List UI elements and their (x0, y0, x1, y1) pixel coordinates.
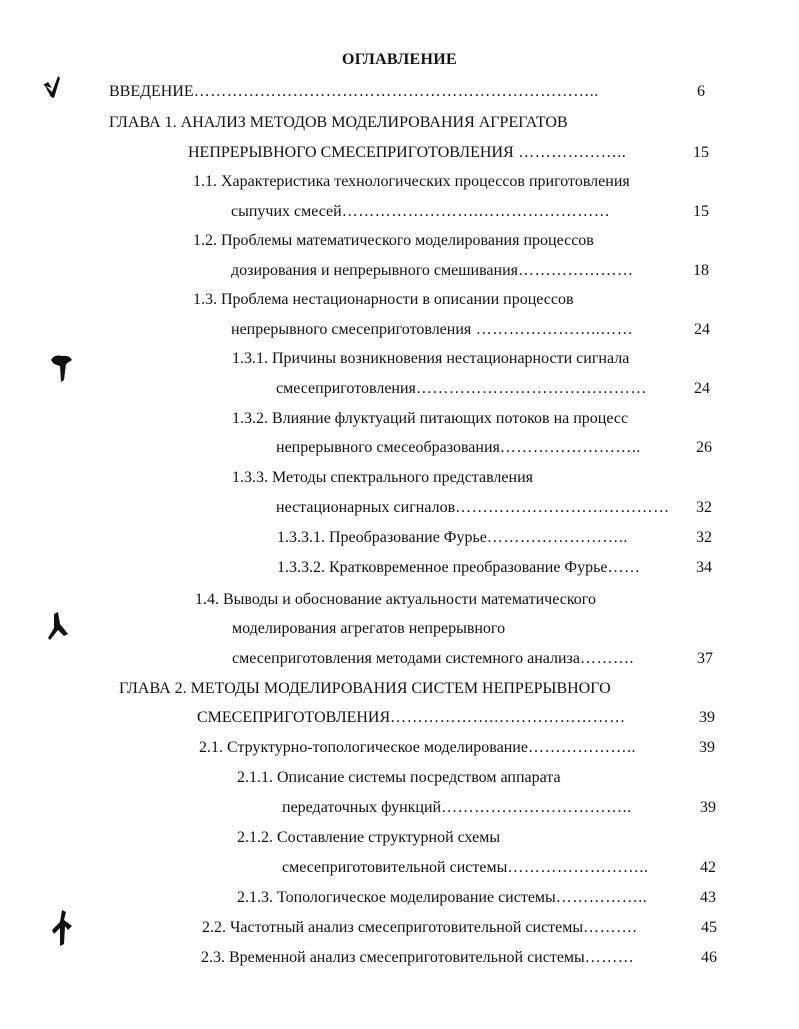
toc-entry-text: 2.1.3. Топологическое моделирование системы (237, 889, 556, 906)
toc-entry-2-2 (202, 917, 690, 939)
toc-entry-text: дозирования и непрерывного смешивания (231, 262, 519, 279)
toc-entry-text: 1.2. Проблемы математического моделирования процессов (193, 232, 594, 249)
toc-entry-text: непрерывного смесеприготовления (231, 321, 472, 338)
toc-entry-1-1-cont (231, 201, 678, 223)
toc-entry-text: моделирования агрегатов непрерывного (232, 620, 506, 637)
toc-entry-text: сыпучих смесей (231, 203, 342, 220)
toc-entry-1-1 (193, 171, 713, 193)
toc-entry-leader: …………………….. (507, 859, 649, 876)
toc-entry-2-1-2 (237, 827, 717, 849)
toc-entry-1-4 (195, 589, 715, 611)
margin-ink-mark-icon (44, 610, 72, 644)
toc-entry-leader: …………………….. (486, 529, 628, 546)
toc-page-number: 15 (693, 203, 709, 220)
toc-page-number: 42 (700, 859, 716, 876)
toc-page-number: 24 (694, 380, 710, 397)
toc-page-number: 18 (693, 262, 709, 279)
toc-page-number: 15 (693, 144, 709, 161)
toc-entry-text: смесеприготовительной системы (282, 859, 508, 876)
toc-page-number: 39 (699, 709, 715, 726)
toc-page-number: 26 (696, 439, 712, 456)
toc-entry-chapter-2 (119, 678, 719, 700)
toc-entry-text: 1.4. Выводы и обоснование актуальности математического (195, 591, 596, 608)
toc-page-number: 6 (697, 83, 705, 100)
toc-page-number: 45 (701, 919, 717, 936)
toc-entry-text: 2.1. Структурно-топологическое моделирование (199, 739, 528, 756)
toc-entry-text: 1.3. Проблема нестационарности в описании процессов (193, 291, 574, 308)
toc-entry-text: 1.3.3.2. Кратковременное преобразование Фурье (277, 559, 608, 576)
toc-entry-text: 2.1.1. Описание системы посредством аппарата (237, 769, 561, 786)
toc-entry-1-3-2-cont (276, 437, 683, 459)
toc-entry-chapter-2-cont (197, 707, 686, 729)
toc-entry-1-3 (193, 289, 713, 311)
toc-entry-2-1-1 (237, 767, 717, 789)
toc-page-number: 34 (696, 559, 712, 576)
toc-entry-leader: ……………….. (513, 144, 627, 161)
toc-entry-leader: ……………….…………………… (390, 709, 626, 726)
toc-entry-leader: …………………………….. (441, 799, 632, 816)
toc-entry-1-3-3-2 (277, 557, 684, 579)
toc-entry-2-1-3 (237, 887, 688, 909)
toc-entry-text: 1.3.2. Влияние флуктуаций питающих потоков на процесс (232, 410, 629, 427)
margin-ink-mark-icon (48, 352, 76, 384)
toc-entry-leader: …………………..…… (471, 321, 634, 338)
toc-entry-chapter-1 (109, 112, 709, 134)
toc-entry-1-3-3-cont (276, 497, 683, 519)
toc-entry-text: ГЛАВА 2. МЕТОДЫ МОДЕЛИРОВАНИЯ СИСТЕМ НЕПРЕРЫВНОГО (119, 680, 611, 697)
toc-entry-text: нестационарных сигналов (276, 499, 456, 516)
toc-entry-leader: ………………… (518, 262, 634, 279)
toc-entry-leader: …………….. (555, 889, 648, 906)
toc-page-number: 46 (701, 949, 717, 966)
margin-ink-mark-icon (50, 908, 76, 948)
toc-entry-1-4-cont-2 (232, 648, 686, 670)
toc-entry-1-3-1-cont (276, 378, 678, 400)
toc-entry-text: смесеприготовления методами системного анализа (232, 650, 580, 667)
toc-entry-text: 2.2. Частотный анализ смесеприготовительной системы (202, 919, 584, 936)
toc-entry-leader: ………. (583, 919, 638, 936)
toc-entry-2-3 (201, 947, 689, 969)
toc-entry-2-1-2-cont (282, 857, 688, 879)
margin-checkmark-icon (40, 70, 70, 104)
toc-page-number: 43 (700, 889, 716, 906)
toc-entry-leader: ……… (584, 949, 635, 966)
toc-entry-1-3-3 (232, 467, 712, 489)
toc-page-number: 39 (700, 799, 716, 816)
toc-entry-text: ГЛАВА 1. АНАЛИЗ МЕТОДОВ МОДЕЛИРОВАНИЯ АГРЕГАТОВ (109, 114, 568, 131)
toc-page-number: 37 (697, 650, 713, 667)
toc-page-number: 39 (699, 739, 715, 756)
toc-page-number: 24 (694, 321, 710, 338)
toc-entry-text: непрерывного смесеобразования (276, 439, 500, 456)
toc-entry-text: 1.3.3. Методы спектрального представления (232, 469, 533, 486)
toc-entry-1-3-3-1 (277, 527, 684, 549)
toc-entry-text: передаточных функций (282, 799, 442, 816)
toc-entry-leader: …… (607, 559, 641, 576)
toc-entry-1-3-cont (231, 319, 678, 341)
toc-entry-1-2-cont (231, 260, 678, 282)
toc-entry-leader: ……………………………………………………………….. (193, 83, 599, 100)
toc-entry-1-3-2 (232, 408, 712, 430)
toc-entry-leader: ………………………………… (455, 499, 670, 516)
toc-entry-leader: ………. (579, 650, 634, 667)
toc-entry-chapter-1-cont (188, 142, 682, 164)
toc-page-number: 32 (696, 499, 712, 516)
toc-entry-text: СМЕСЕПРИГОТОВЛЕНИЯ (197, 709, 391, 726)
page-title: ОГЛАВЛЕНИЕ (342, 51, 457, 68)
toc-entry-text: 1.3.3.1. Преобразование Фурье (277, 529, 487, 546)
toc-entry-text: 2.1.2. Составление структурной схемы (237, 829, 501, 846)
toc-entry-1-3-1 (232, 348, 712, 370)
toc-entry-introduction (109, 81, 679, 103)
toc-entry-1-2 (193, 230, 713, 252)
toc-entry-text: смесеприготовления (276, 380, 416, 397)
toc-entry-2-1 (199, 737, 687, 759)
toc-entry-leader: ……………….. (527, 739, 636, 756)
toc-entry-leader: …………………….. (499, 439, 641, 456)
toc-entry-1-4-cont-1 (232, 618, 712, 640)
toc-entry-leader: …………………….…………………… (341, 203, 611, 220)
toc-entry-text: ВВЕДЕНИЕ (109, 83, 194, 100)
toc-entry-text: 1.1. Характеристика технологических процессов приготовления (193, 173, 630, 190)
toc-entry-leader: …………………………………… (415, 380, 647, 397)
toc-entry-text: НЕПРЕРЫВНОГО СМЕСЕПРИГОТОВЛЕНИЯ (188, 144, 514, 161)
toc-entry-text: 2.3. Временной анализ смесеприготовительной системы (201, 949, 585, 966)
toc-entry-text: 1.3.1. Причины возникновения нестационарности сигнала (232, 350, 630, 367)
toc-entry-2-1-1-cont (282, 797, 688, 819)
toc-page-number: 32 (696, 529, 712, 546)
